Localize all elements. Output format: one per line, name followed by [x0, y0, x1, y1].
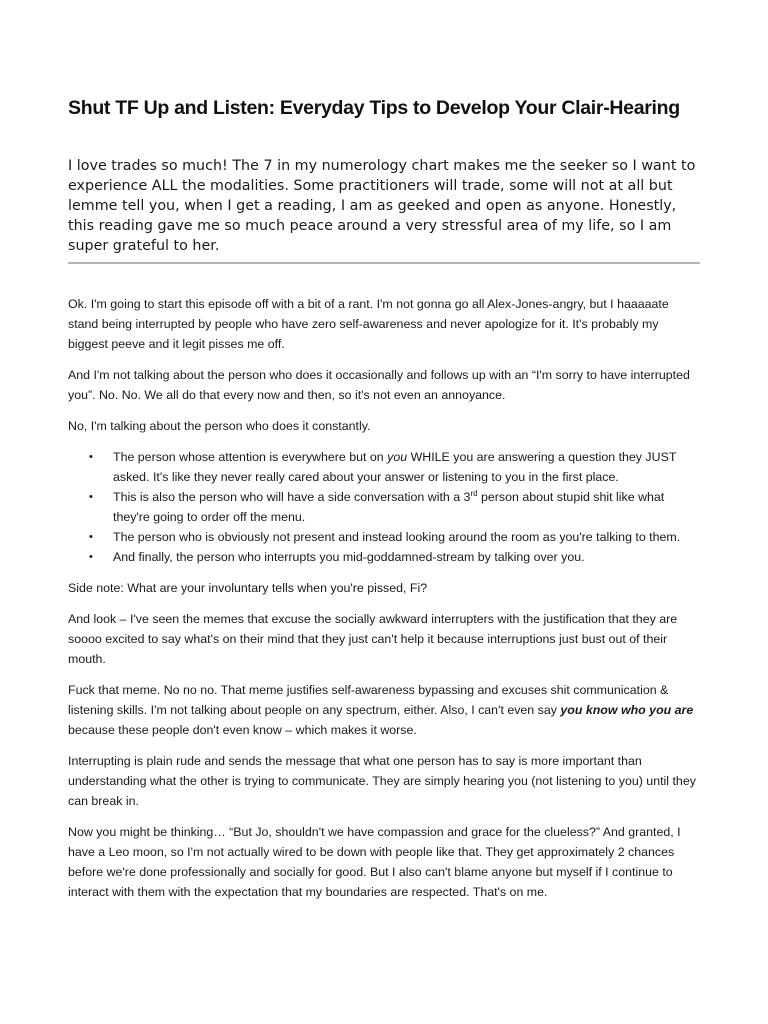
- bullet-icon: •: [89, 531, 93, 543]
- horizontal-divider: [68, 262, 700, 264]
- list-item-emphasis: you: [387, 450, 408, 464]
- paragraph-fuck-that-meme: [68, 680, 700, 740]
- list-item-text: The person who is obviously not present and instead looking around the room as you're talking to them.: [113, 530, 681, 544]
- paragraph-text: Fuck that meme. No no no. That meme justifies self-awareness bypassing and excuses shit communication & listening skills. I'm not talking about people on any spectrum, either. Also, I can't even say: [68, 683, 669, 717]
- paragraph-interrupting: Interrupting is plain rude and sends the message that what one person has to say is more important than understanding what the other is trying to communicate. They are simply hearing you (not listening to you) until they can break in.: [68, 754, 696, 808]
- list-item-text: The person whose attention is everywhere but on: [113, 450, 388, 464]
- paragraph-compassion: Now you might be thinking… “But Jo, shouldn't we have compassion and grace for the clueless?” And granted, I have a Leo moon, so I'm not actually wired to be down with people like that. They get approximately 2 chances before we're done professionally and socially for good. But I also can't blame anyone but myself if I continue to interact with them with the expectation that my boundaries are respected. That's on me.: [68, 825, 681, 899]
- list-item-text: And finally, the person who interrupts you mid-goddamned-stream by talking over you.: [113, 550, 585, 564]
- paragraph-bold-italic: you know who you are: [560, 703, 694, 717]
- document-title: Shut TF Up and Listen: Everyday Tips to Develop Your Clair-Hearing: [68, 97, 680, 119]
- list-item: [89, 447, 700, 487]
- bullet-icon: •: [89, 551, 93, 563]
- list-item-text: This is also the person who will have a side conversation with a 3: [113, 490, 471, 504]
- intro-paragraph: I love trades so much! The 7 in my numerology chart makes me the seeker so I want to experience ALL the modalities. Some practitioners will trade, some will not at all but lemme tell you, when I get a reading, I am as geeked and open as anyone. Honestly, this reading gave me so much peace around a very stressful area of my life, so I am super grateful to her.: [68, 158, 696, 254]
- list-item: [89, 547, 700, 567]
- paragraph-side-note: Side note: What are your involuntary tells when you're pissed, Fi?: [68, 581, 428, 595]
- list-item-superscript: rd: [470, 488, 478, 498]
- paragraph-not-talking: And I'm not talking about the person who does it occasionally and follows up with an “I'm sorry to have interrupted you”. No. No. We all do that every now and then, so it's not even an annoyance.: [68, 368, 690, 402]
- bullet-icon: •: [89, 491, 93, 503]
- list-item-text: WHILE you are answering a question they JUST asked. It's like they never really cared about your answer or listening to you in the first place.: [113, 450, 677, 484]
- paragraph-constantly: No, I'm talking about the person who does it constantly.: [68, 419, 371, 433]
- article-body: [68, 294, 700, 913]
- bullet-list: [68, 447, 700, 567]
- bullet-icon: •: [89, 451, 93, 463]
- paragraph-memes: And look – I've seen the memes that excuse the socially awkward interrupters with the justification that they are soooo excited to say what's on their mind that they just can't help it because interruptions just bust out of their mouth.: [68, 612, 678, 666]
- paragraph-text: because these people don't even know – which makes it worse.: [68, 723, 417, 737]
- list-item: [89, 487, 700, 527]
- paragraph-rant: Ok. I'm going to start this episode off with a bit of a rant. I'm not gonna go all Alex-Jones-angry, but I haaaaate stand being interrupted by people who have zero self-awareness and never apologize for it. It's probably my biggest peeve and it legit pisses me off.: [68, 297, 669, 351]
- list-item-text: person about stupid shit like what they're going to order off the menu.: [113, 490, 665, 524]
- list-item: [89, 527, 700, 547]
